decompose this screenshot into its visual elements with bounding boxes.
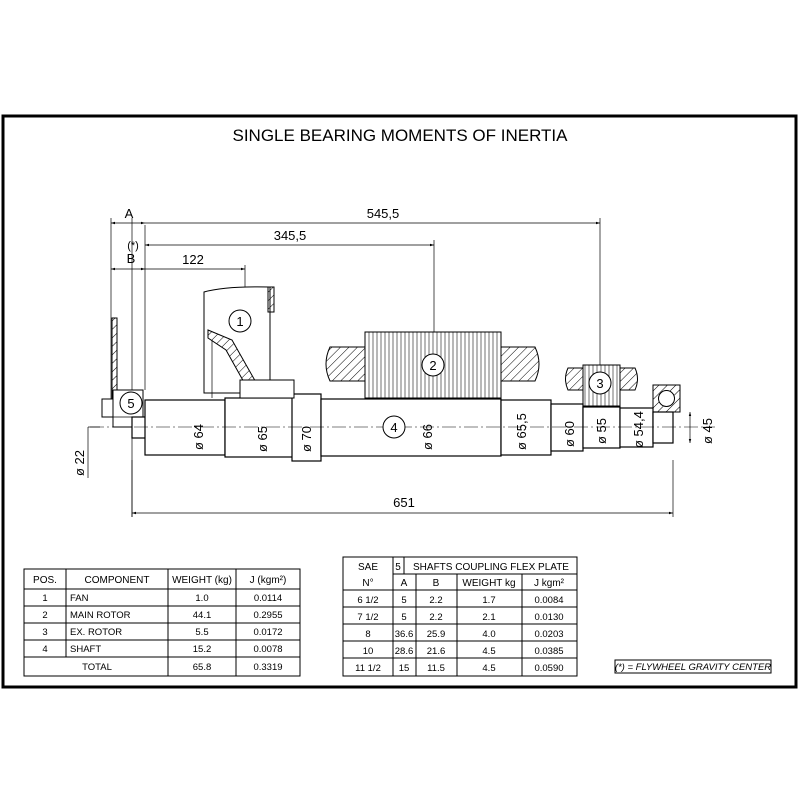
th-a: A <box>400 578 408 589</box>
svg-text:10: 10 <box>362 646 374 657</box>
svg-text:4: 4 <box>390 420 398 435</box>
svg-text:0.0590: 0.0590 <box>534 663 564 674</box>
svg-text:15: 15 <box>398 663 410 674</box>
dim-diam655: ø 65,5 <box>514 413 529 450</box>
dim-diam64: ø 64 <box>191 423 206 450</box>
svg-text:0.3319: 0.3319 <box>253 662 283 673</box>
dim-diam55: ø 55 <box>594 417 609 444</box>
balloon-3 <box>589 372 611 394</box>
table-row <box>365 629 563 640</box>
svg-text:(*) = FLYWHEEL GRAVITY CENTER: (*) = FLYWHEEL GRAVITY CENTER <box>614 662 772 673</box>
th-sae: SAE <box>357 562 379 573</box>
balloon-2 <box>422 354 444 376</box>
dim-diam66: ø 66 <box>420 423 435 450</box>
dim-a: A <box>124 206 134 221</box>
dim-122: 122 <box>182 252 204 267</box>
th-b: B <box>432 578 440 589</box>
svg-text:2.2: 2.2 <box>429 595 443 606</box>
svg-text:4: 4 <box>42 644 48 655</box>
svg-text:5: 5 <box>401 595 407 606</box>
svg-text:4.5: 4.5 <box>482 663 496 674</box>
th-pos-ref: 5 <box>395 562 401 573</box>
svg-text:EX. ROTOR: EX. ROTOR <box>70 627 123 638</box>
svg-text:1: 1 <box>42 593 48 604</box>
svg-text:8: 8 <box>365 629 371 640</box>
th-group: SHAFTS COUPLING FLEX PLATE <box>413 562 569 573</box>
svg-text:2.1: 2.1 <box>482 612 496 623</box>
svg-text:5: 5 <box>127 396 135 411</box>
gravity-center-note <box>615 660 771 673</box>
total-row <box>82 662 282 673</box>
th-pos: POS. <box>33 575 57 586</box>
svg-text:SHAFT: SHAFT <box>70 644 102 655</box>
flex-plate-table <box>343 557 577 676</box>
svg-text:3: 3 <box>596 376 604 391</box>
svg-text:44.1: 44.1 <box>192 610 212 621</box>
svg-text:5.5: 5.5 <box>195 627 209 638</box>
balloon-4 <box>383 416 405 438</box>
table-row <box>42 610 282 621</box>
svg-text:MAIN ROTOR: MAIN ROTOR <box>70 610 131 621</box>
table-row <box>42 644 282 655</box>
svg-text:28.6: 28.6 <box>394 646 414 657</box>
dim-diam45: ø 45 <box>700 417 715 444</box>
svg-text:11 1/2: 11 1/2 <box>355 663 381 674</box>
table-row <box>357 595 563 606</box>
th-n: N° <box>362 578 374 589</box>
svg-text:11.5: 11.5 <box>427 663 445 674</box>
svg-text:15.2: 15.2 <box>192 644 212 655</box>
svg-text:0.0172: 0.0172 <box>253 627 283 638</box>
svg-text:0.0114: 0.0114 <box>253 593 283 604</box>
dim-diam60: ø 60 <box>562 420 577 447</box>
svg-text:4.5: 4.5 <box>482 646 496 657</box>
svg-text:5: 5 <box>401 612 407 623</box>
th-weight-kg: WEIGHT kg <box>462 578 516 589</box>
table-row <box>357 612 563 623</box>
dim-651: 651 <box>393 495 415 510</box>
svg-text:TOTAL: TOTAL <box>82 662 112 673</box>
svg-text:3: 3 <box>42 627 48 638</box>
svg-text:0.2955: 0.2955 <box>253 610 283 621</box>
bearing <box>653 385 680 412</box>
svg-text:2.2: 2.2 <box>429 612 443 623</box>
svg-text:4.0: 4.0 <box>482 629 496 640</box>
svg-text:2: 2 <box>429 358 437 373</box>
svg-text:0.0203: 0.0203 <box>534 629 564 640</box>
dim-b: B <box>126 251 136 266</box>
svg-text:1: 1 <box>236 314 244 329</box>
svg-text:7 1/2: 7 1/2 <box>357 612 379 623</box>
dim-545: 545,5 <box>366 206 400 221</box>
svg-text:0.0084: 0.0084 <box>534 595 564 606</box>
svg-text:0.0385: 0.0385 <box>534 646 564 657</box>
svg-text:36.6: 36.6 <box>394 629 414 640</box>
th-j: J kgm² <box>534 578 564 589</box>
svg-text:2: 2 <box>42 610 48 621</box>
svg-text:6 1/2: 6 1/2 <box>357 595 379 606</box>
svg-text:0.0130: 0.0130 <box>534 612 564 623</box>
th-component: COMPONENT <box>84 575 150 586</box>
dim-diam65: ø 65 <box>255 425 270 452</box>
dim-345: 345,5 <box>273 228 307 243</box>
dim-diam22: ø 22 <box>72 449 87 476</box>
svg-text:65.8: 65.8 <box>192 662 212 673</box>
svg-text:25.9: 25.9 <box>426 629 446 640</box>
svg-text:FAN: FAN <box>70 593 89 604</box>
th-inertia: J (kgm²) <box>249 575 287 586</box>
table-row <box>42 593 282 604</box>
dim-diam544: ø 54,4 <box>631 411 646 448</box>
table-row <box>42 627 282 638</box>
page-title: SINGLE BEARING MOMENTS OF INERTIA <box>232 126 568 145</box>
components-table <box>24 569 300 676</box>
svg-text:1.0: 1.0 <box>195 593 209 604</box>
dim-star: (*) <box>127 240 139 252</box>
balloon-1 <box>229 310 251 332</box>
th-weight: WEIGHT (kg) <box>172 575 232 586</box>
table-row <box>355 663 563 674</box>
dim-diam70: ø 70 <box>299 425 314 452</box>
svg-text:0.0078: 0.0078 <box>253 644 283 655</box>
svg-text:21.6: 21.6 <box>426 646 446 657</box>
balloon-5 <box>120 392 142 414</box>
fan <box>204 287 294 398</box>
svg-text:1.7: 1.7 <box>482 595 496 606</box>
